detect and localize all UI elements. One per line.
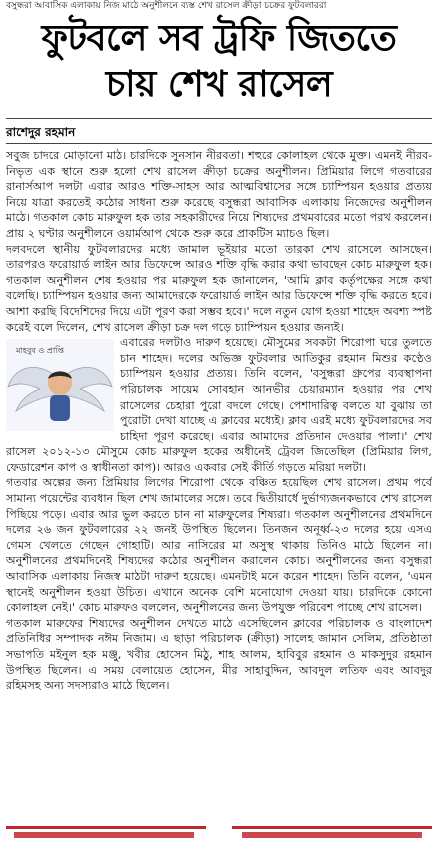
headline-line-2: চায় শেখ রাসেল [105,64,333,105]
byline: রাশেদুর রহমান [6,125,76,139]
byline-rule [6,143,432,144]
article-paragraph-5: গতকাল মারুফের শিষ্যদের অনুশীলন দেখতে মাঠে এসেছিলেন ক্লাবের পরিচালক ও বাংলাদেশ প্রতিনিধির সম্পাদক নঈম নিজাম। এ ছাড়া পরিচালক (ক্রীড়া) সালেহ জামান সেলিম, প্রতিষ্ঠাতা সভাপতি মইনুল হক মঞ্জু, খবীর হোসেন মিঠু, শাহ আলম, হাবিবুর রহমান ও মাকসুদুর রহমান উপস্থিত ছিলেন। এ সময় বেলায়েত হোসেন, মীর সাহাবুদ্দিন, আবদুল লতিফ এবং আবদুর রহিমসহ অন্য সদস্যরাও মাঠে ছিলেন। [6,616,432,693]
headline-rule [6,118,432,119]
article-paragraph-1: সবুজ চাদরে মোড়ানো মাঠ। চারদিকে সুনসান নীরবতা। শহুরে কোলাহল থেকে মুক্ত। এমনই নীরব-নিভৃত এক স্থানে শুরু হলো শেখ রাসেল ক্রীড়া চক্রের অনুশীলন। প্রিমিয়ার লিগে গতবারের রানার্সআপ দলটা এবার আরও শক্তি-সাহস আর আত্মবিশ্বাসের সঙ্গে চ্যাম্পিয়ন হওয়ার প্রত্যয় নিয়ে যাত্রা করতেই কঠোর সাধনা শুরু করেছে বসুন্ধরা আবাসিক এলাকায় নিজেদের অনুশীলন মাঠে। গতকাল কোচ মারুফুল হক তার সহকারীদের নিয়ে শিষ্যদের প্রথমবারের মতো পরখ করলেন। প্রায় ২ ঘণ্টার অনুশীলনে ওয়ার্মআপ থেকে শুরু করে প্রাকটিস ম্যাচও ছিল। [6,149,432,240]
inset-photo [6,339,114,431]
article-paragraph-2: দলবদলে স্থানীয় ফুটবলারদের মধ্যে জামাল ভূইয়ার মতো তারকা শেখ রাসেলে আসছেন। তারপরও ফরোয়ার্ড লাইন আর ডিফেন্সে আরও শক্তি বৃদ্ধি করার কথা ভাবছেন কোচ মারুফুল হক। গতকাল অনুশীলন শেষ হওয়ার পর মারুফুল হক জানালেন, 'আমি ক্লাব কর্তৃপক্ষের সঙ্গে কথা বলেছি। চ্যাম্পিয়ন হওয়ার জন্য আমাদেরকে ফরোয়ার্ড লাইন আর ডিফেন্সে শক্তি বৃদ্ধি করতে হবে। আশা করছি বিদেশিদের দিয়ে এটা পূরণ করা সম্ভব হবে।' দলে নতুন যোগ হওয়া শাহেদ অবশ্য স্পষ্ট করেই বলে দিলেন, শেখ রাসেল ক্রীড়া চক্র দল গড়ে চ্যাম্পিয়ন হওয়ার জন্যই। [6,242,432,334]
footer-stripe-right [242,832,422,838]
footer-bar [0,822,438,840]
headline-line-1: ফুটবলে সব ট্রফি জিততে [41,18,397,59]
top-strip-caption: বসুন্ধরা আবাসিক এলাকায় নিজ মাঠে অনুশীলনে ব্যস্ত শেখ রাসেল ক্রীড়া চক্রের ফুটবলাররা [6,1,327,11]
footer-stripe-left [14,832,194,838]
article-paragraph-3: এবারের দলটাও দারুণ হয়েছে। মৌসুমের সবকটা শিরোপা ঘরে তুলতে চান শাহেদ। দলের অভিজ্ঞ ফুটবলার আতিকুর রহমান মিশুর কণ্ঠেও চ্যাম্পিয়ন হওয়ার প্রত্যয়। তিনি বলেন, 'বসুন্ধরা গ্রুপের ব্যবস্থাপনা পরিচালক সায়েম সোবহান আনভীর চেয়ারম্যান হওয়ার পর শেখ রাসেলের চেহারা পুরো বদলে গেছে। পেশাদারিত্ব বলতে যা বুঝায় তা পুরোটা দেখা যাচ্ছে এ ক্লাবের মধ্যেই। ক্লাব এরই মধ্যে ফুটবলারদের সব চাহিদা পূরণ করেছে। এবার আমাদের প্রতিদান দেওয়ার পালা।' শেখ রাসেল ২০১২-১৩ মৌসুমে কোচ মারুফুল হকের অধীনেই ট্রেবল জিতেছিল (প্রিমিয়ার লিগ, ফেডারেশন কাপ ও স্বাধীনতা কাপ)। আরও একবার সেই কীর্তি গড়তে মরিয়া দলটা। [6,336,432,474]
article-paragraph-4: গতবার অল্পের জন্য প্রিমিয়ার লিগের শিরোপা থেকে বঞ্চিত হয়েছিল শেখ রাসেল। প্রথম পর্বে সামান্য পয়েন্টের ব্যবধান ছিল শেখ জামালের সঙ্গে। তবে দ্বিতীয়ার্ধে দুর্ভাগ্যজনকভাবে শেখ রাসেল পিছিয়ে পড়ে। এবার আর ভুল করতে চান না মারুফুলের শিষ্যরা। গতকাল অনুশীলনের প্রথমদিনে দলের ২৬ জন ফুটবলারের ২২ জনই উপস্থিত ছিলেন। তিনজন অনূর্ধ্ব-২৩ দলের হয়ে এসএ গেমস খেলতে গেছেন গোহাটি। আর নাসিরের মা অসুস্থ থাকায় তিনিও মাঠে ছিলেন না। অনুশীলনের প্রথমদিনেই শিষ্যদের কঠোর অনুশীলন করালেন কোচ। অনুশীলনের জন্য বসুন্ধরা আবাসিক এলাকায় নিজস্ব মাঠটা দারুণ হয়েছে। এমনটাই মনে করেন শাহেদ। তিনি বলেন, 'এমন স্থানেই অনুশীলন হওয়া উচিত। এখানে অনেক বেশি মনোযোগ দেওয়া যায়। চারদিকে কোনো কোলাহল নেই।' কোচ মারুফও বললেন, অনুশীলনের জন্য উপযুক্ত পরিবেশ পাচ্ছে শেখ রাসেল। [6,476,432,615]
article-body [6,148,432,810]
inset-caption: মাহবুব ও প্রাপ্তি [16,346,64,356]
headline [6,16,432,112]
